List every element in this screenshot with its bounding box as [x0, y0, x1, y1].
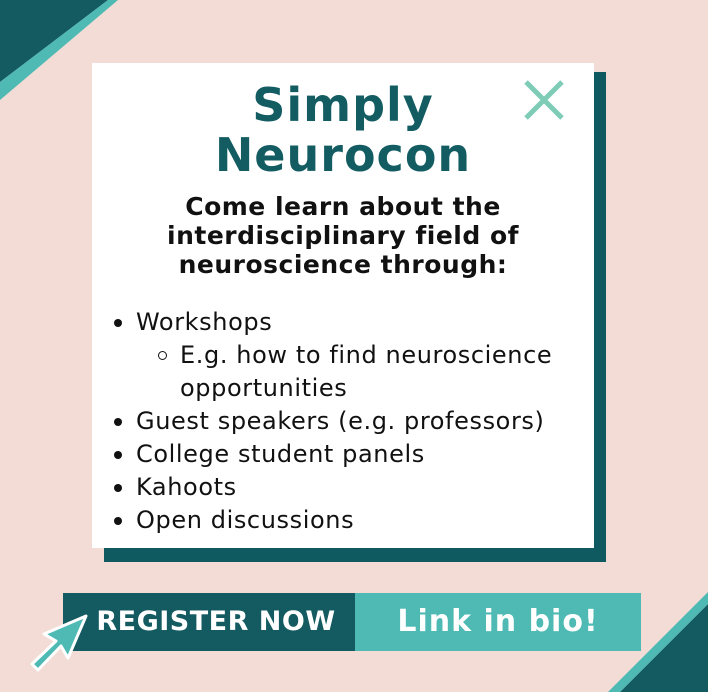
title-line-1: Simply: [252, 78, 434, 132]
cursor-arrow-icon: [28, 612, 92, 676]
list-sub-item: E.g. how to find neuroscience opportunities: [108, 339, 594, 405]
list-item: Open discussions: [108, 504, 594, 537]
register-now-button[interactable]: REGISTER NOW: [63, 593, 355, 651]
list-item: Workshops: [108, 306, 594, 339]
subtitle: Come learn about the interdisciplinary field of neuroscience through:: [167, 192, 519, 279]
link-in-bio-button[interactable]: Link in bio!: [355, 593, 641, 651]
list-item: Kahoots: [108, 471, 594, 504]
page-title: [92, 80, 594, 180]
list-item: Guest speakers (e.g. professors): [108, 405, 594, 438]
title-line-2: Neurocon: [214, 128, 472, 182]
list-item: College student panels: [108, 438, 594, 471]
activity-list: [108, 306, 594, 537]
